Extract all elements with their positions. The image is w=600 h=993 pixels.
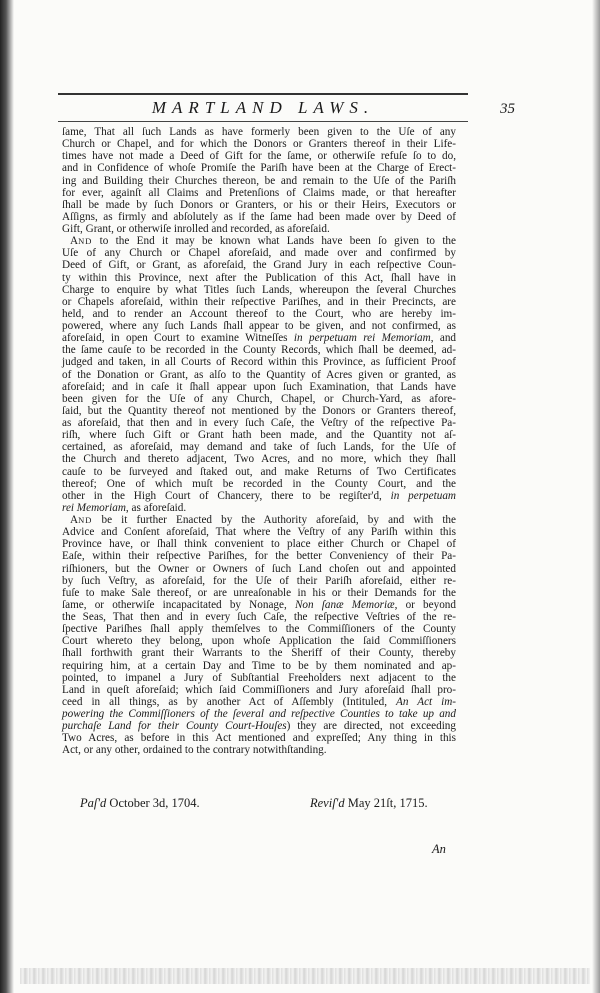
text-segment: ty within this Province, next after the Publication of this Act, ſhall have in [62, 271, 456, 284]
text-line [62, 211, 456, 223]
text-segment: riſhioners, but the Owner or Owners of ſuch Land choſen out and appointed [62, 562, 456, 575]
text-line [62, 429, 456, 441]
text-line [62, 599, 456, 611]
text-segment: been given for the Uſe of any Church, Chapel, or Church-Yard, as afore- [62, 392, 456, 405]
text-line [62, 259, 456, 271]
text-line [62, 684, 456, 696]
text-line [62, 405, 456, 417]
text-segment: as aforeſaid, that then and in every ſuch Caſe, the Veſtry of the reſpective Pa- [62, 417, 456, 429]
text-segment: Charge to enquire by what Titles ſuch Lands, whereupon the ſeveral Churches [62, 283, 456, 296]
text-line [62, 623, 456, 635]
text-segment: cauſe to be ſurveyed and ſtaked out, and make Returns of Two Certificates [62, 465, 456, 478]
text-segment: , as aforeſaid. [125, 501, 187, 514]
text-segment: for ever, againſt all Claims and Pretenſions of Claims made, or that hereafter [62, 186, 456, 199]
text-segment: ſpective Pariſhes ſhall apply themſelves to the Commiſſioners of the County [62, 623, 456, 636]
catchword: An [432, 842, 446, 856]
text-segment: Land in queſt aforeſaid; which ſaid Commiſſioners and Jury aforeſaid ſhall pro- [62, 683, 456, 696]
text-segment: ) they are directed, not exceeding [286, 720, 456, 733]
text-line [62, 466, 456, 478]
text-line [62, 453, 456, 465]
italic-segment: in perpetuam [390, 489, 456, 502]
passed-label: Paſ'd [80, 796, 107, 810]
running-head: MARTLAND LAWS. [151, 98, 375, 117]
text-segment: fuſe to make Sale thereof, or are unreaſonable in his or their Demands for the [62, 586, 456, 599]
text-segment: by ſuch Veſtry, as aforeſaid, for the Uſe of their Pariſh aforeſaid, either re- [62, 574, 456, 587]
text-segment: Advice and Conſent aforeſaid, That where the Veſtry of any Pariſh within this [62, 526, 456, 539]
text-line [62, 720, 456, 732]
text-line [62, 320, 456, 332]
text-line [62, 635, 456, 647]
text-segment: of the Donation or Grant, as alſo to the Quantity of Acres given or granted, as [62, 368, 456, 381]
revised-date [310, 796, 428, 811]
text-line [62, 441, 456, 453]
text-segment: held, and to render an Account thereof to the Court, who are hereby im- [62, 307, 456, 320]
text-segment: and in Confidence of whoſe Promiſe the Pariſh have been at the Charge of Erect- [62, 162, 456, 175]
text-segment: Eaſe, within their reſpective Pariſhes, for the better Conveniency of their Pa- [62, 550, 456, 563]
text-segment: thereof; One of which muſt be recorded in the County Court, and the [62, 477, 456, 490]
text-line [62, 563, 456, 575]
revised-label: Reviſ'd [310, 796, 345, 810]
scan-noise [20, 968, 590, 984]
text-segment: or Chapels aforeſaid, within their reſpective Pariſhes, and in their Precincts, are [62, 295, 456, 308]
lead-small-caps: ND [78, 236, 93, 247]
text-line [62, 138, 456, 150]
text-line [62, 672, 456, 684]
top-rule [58, 93, 468, 95]
text-segment: Two Acres, as before in this Act mentioned and expreſſed; Any thing in this [62, 732, 456, 745]
text-line [62, 199, 456, 211]
text-line [62, 223, 456, 235]
lead-initial: A [70, 514, 79, 526]
text-segment: pointed, to impanel a Jury of Subſtantial Freeholders next adjacent to the [62, 671, 456, 684]
text-segment: ſhall forthwith grant their Warrants to the Sheriff of their County, thereby [62, 647, 456, 660]
text-line [62, 660, 456, 672]
text-segment: Aſſigns, as firmly and abſolutely as if the ſame had been made over by Deed of [62, 210, 456, 223]
lead-small-caps: ND [78, 515, 93, 525]
text-line [62, 575, 456, 587]
text-line [62, 744, 456, 756]
text-line [62, 175, 456, 187]
text-segment: aforeſaid, in open Court to examine Witneſſes [62, 332, 294, 345]
passed-date [80, 796, 200, 811]
text-segment: certained, as aforeſaid, may demand and take of ſuch Lands, for the Uſe of [62, 441, 456, 454]
text-line [62, 162, 456, 174]
text-line [62, 708, 456, 720]
text-segment: to the End it may be known what Lands have been ſo given to the [92, 235, 456, 248]
text-segment: riſh, where ſuch Gift or Grant hath been made, and the Quantity not aſ- [62, 429, 456, 442]
text-segment: Court whereto they belong, upon whoſe Application the ſaid Commiſſioners [62, 635, 456, 648]
text-line [62, 490, 456, 502]
italic-segment: purchaſe Land for their County Court-Houſes [62, 720, 287, 733]
text-segment: Act, or any other, ordained to the contrary notwithſtanding. [62, 744, 327, 757]
text-segment: Uſe of any Church or Chapel aforeſaid, and made over and confirmed by [62, 247, 456, 260]
text-line [62, 502, 456, 514]
text-line [62, 235, 456, 247]
text-line [62, 150, 456, 162]
text-line [62, 126, 456, 138]
text-line [62, 647, 456, 659]
text-segment: requiring him, at a certain Day and Time to be by them nominated and ap- [62, 659, 456, 672]
text-line [62, 272, 456, 284]
text-segment: Gift, Grant, or otherwiſe inrolled and recorded, as aforeſaid. [62, 223, 330, 235]
head-rule [58, 121, 468, 122]
lead-initial: A [70, 235, 79, 248]
text-segment: , and [430, 332, 457, 345]
scan-edge-right [592, 0, 600, 993]
text-segment: powered, where any ſuch Lands ſhall appear to be given, and not confirmed, as [62, 320, 456, 332]
text-segment: Deed of Gift, or Grant, as aforeſaid, the Grand Jury in each reſpective Coun- [62, 259, 456, 272]
text-segment: Province have, or ſhall think convenient to place either Church or Chapel of [62, 538, 456, 551]
text-line [62, 611, 456, 623]
text-line [62, 369, 456, 381]
text-line [62, 526, 456, 538]
text-line [62, 284, 456, 296]
italic-segment: in perpetuam rei Memoriam [293, 332, 431, 345]
text-line [62, 417, 456, 429]
text-segment: the Seas, That then and in every ſuch Caſe, the reſpective Veſtries of the re- [62, 611, 456, 623]
text-line [62, 587, 456, 599]
text-segment: the Church and thereto adjacent, Two Acres, and no more, which they ſhall [62, 453, 456, 466]
text-segment: ſhall be made by ſuch Donors or Granters, or his or their Heirs, Executors or [62, 198, 456, 211]
text-segment: be it further Enacted by the Authority aforeſaid, by and with the [92, 514, 456, 526]
text-line [62, 344, 456, 356]
text-line [62, 381, 456, 393]
text-line [62, 696, 456, 708]
italic-segment: An Act im- [396, 695, 457, 708]
text-line [62, 308, 456, 320]
text-segment: aforeſaid; and in caſe it ſhall appear upon ſuch Examination, that Lands have [62, 380, 456, 393]
italic-segment: powering the Commiſſioners of the ſeveral and reſpective Counties to take up and [62, 708, 456, 720]
text-segment: ſame, That all ſuch Lands as have formerly been given to the Uſe of any [62, 126, 456, 138]
revised-date-value: May 21ſt, 1715. [344, 796, 428, 810]
text-line [62, 356, 456, 368]
italic-segment: Non ſanæ Memoriæ [294, 598, 395, 611]
text-segment: ceed in all things, as by another Act of Aſſembly (Intituled, [62, 695, 397, 708]
text-line [62, 187, 456, 199]
text-segment: ſame, or otherwiſe incapacitated by Nonage, [62, 598, 295, 611]
text-line [62, 296, 456, 308]
scan-edge-left [0, 0, 14, 993]
text-segment: other in the High Court of Chancery, there to be regiſter'd, [62, 489, 391, 502]
passed-date-value: October 3d, 1704. [106, 796, 200, 810]
text-segment: the ſame cauſe to be recorded in the County Records, which ſhall be deemed, ad- [62, 344, 456, 357]
text-segment: judged and taken, in all Courts of Record within this Province, as ſufficient Proof [62, 356, 456, 369]
page-number: 35 [500, 101, 515, 117]
text-line [62, 478, 456, 490]
text-segment: Church or Chapel, and for which the Donors or Granters thereof in their Life- [62, 138, 456, 151]
italic-segment: rei Memoriam [62, 501, 126, 514]
text-line [62, 538, 456, 550]
text-line [62, 247, 456, 259]
text-segment: ſaid, but the Quantity thereof not mentioned by the Donors or Granters thereof, [62, 404, 456, 417]
text-line [62, 393, 456, 405]
text-line [62, 514, 456, 526]
text-segment: times have not made a Deed of Gift for the ſame, or otherwiſe refuſe ſo to do, [62, 150, 456, 163]
text-segment: , or beyond [394, 598, 456, 611]
text-line [62, 332, 456, 344]
body-text [62, 126, 456, 757]
text-segment: ing and Building their Churches thereon, be and remain to the Uſe of the Pariſh [62, 174, 456, 187]
text-line [62, 732, 456, 744]
text-line [62, 550, 456, 562]
